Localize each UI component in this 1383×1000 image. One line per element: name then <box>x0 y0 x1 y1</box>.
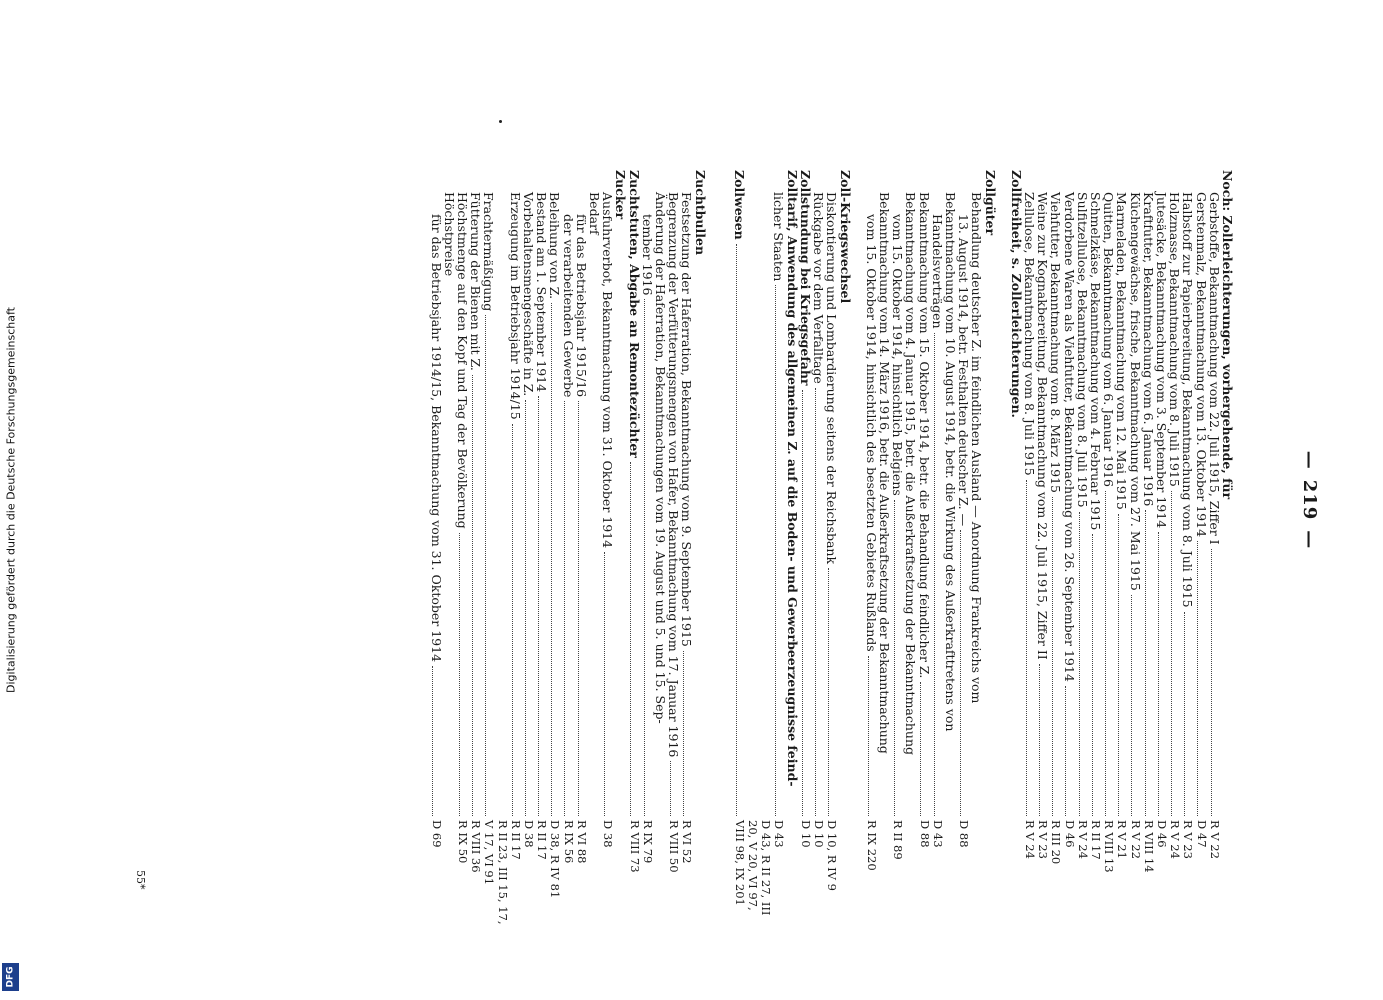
index-entry <box>1221 170 1234 930</box>
leader-dots <box>578 401 579 816</box>
leader-dots <box>644 299 645 816</box>
entry-reference: D 38, R IV 81 <box>548 820 563 899</box>
index-entry <box>1076 170 1089 930</box>
leader-dots <box>868 656 869 816</box>
entry-text: tember 1916 <box>639 214 655 296</box>
index-entry <box>1036 170 1049 930</box>
entry-reference: R VIII 14 <box>1141 820 1156 873</box>
entry-reference: R VIII 50 <box>667 820 682 873</box>
entry-reference: R VIII 73 <box>627 820 642 873</box>
leader-dots <box>485 315 486 816</box>
index-entry <box>1181 170 1194 930</box>
entry-text: Zucker <box>613 170 629 220</box>
entry-text: Diskontierung und Lombardierung seitens der Reichsbank <box>824 192 840 565</box>
signature-mark: 55* <box>134 870 147 890</box>
leader-dots <box>1118 514 1119 816</box>
entry-reference: R VIII 36 <box>469 820 484 873</box>
entry-reference: R II 17 <box>508 820 523 860</box>
index-entry <box>1023 170 1036 930</box>
entry-text: Verdorbene Waren als Viehfutter, Bekanntmachung vom 26. September 1914 <box>1061 192 1077 682</box>
entry-reference: R V 24 <box>1022 820 1037 859</box>
index-entry <box>509 170 522 930</box>
index-entry <box>1089 170 1102 930</box>
index-entry <box>1062 170 1075 930</box>
entry-reference: R IX 56 <box>561 820 576 864</box>
entry-text: Zollfreiheit, s. Zollerleichterungen. <box>1008 170 1024 418</box>
entry-text: Viehfutter, Bekanntmachung vom 8. März 1915 <box>1048 192 1064 494</box>
entry-reference: R V 22 <box>1207 820 1222 859</box>
entry-text: Beleihung von Z. <box>547 192 563 300</box>
index-entry <box>548 170 561 930</box>
entry-reference: R IX 79 <box>640 820 655 864</box>
index-entry <box>878 170 891 930</box>
index-entry <box>1128 170 1141 930</box>
entry-reference: R V 24 <box>1075 820 1090 859</box>
entry-reference: R V 23 <box>1181 820 1196 859</box>
entry-text: Bekanntmachung vom 14. März 1916, betr. die Außerkraftsetzung der Bekanntmachung <box>876 192 892 754</box>
entry-reference: D 88 <box>957 820 972 848</box>
index-entry <box>1208 170 1221 930</box>
entry-text: Ausfuhrverbot, Bekanntmachung vom 31. Oktober 1914 <box>600 192 616 549</box>
entry-text: licher Staaten <box>771 192 787 282</box>
leader-dots <box>1039 664 1040 816</box>
index-entry <box>812 170 825 930</box>
page-number: —219— <box>1299 450 1320 550</box>
spacer <box>707 170 720 930</box>
entry-reference: D 38 <box>601 820 616 848</box>
entry-text: Weine zur Kognakbereitung, Bekanntmachung vom 22. Juli 1915, Ziffer II <box>1035 192 1051 660</box>
index-entry <box>535 170 548 930</box>
leader-dots <box>1079 512 1080 816</box>
leader-dots <box>670 761 671 816</box>
index-entry <box>891 170 904 930</box>
index-entry <box>693 170 706 930</box>
leader-dots <box>1105 491 1106 816</box>
entry-text: Handelsverträgen <box>929 214 945 329</box>
leader-dots <box>432 666 433 816</box>
entry-reference: R V 24 <box>1168 820 1183 859</box>
index-entry <box>904 170 917 930</box>
entry-text: Gerbstoffe, Bekanntmachung vom 22. Juli 1915, Ziffer I <box>1206 192 1222 545</box>
leader-dots <box>828 568 829 816</box>
entry-text: Begrenzung der Verfütterungsmengen von Hafer, Bekanntmachung vom 17. Januar 1916 <box>666 192 682 758</box>
index-entry <box>772 170 785 930</box>
index-entry <box>838 170 851 930</box>
index-entry <box>680 170 693 930</box>
index-entry <box>667 170 680 930</box>
leader-dots <box>894 500 895 816</box>
entry-text: Bestand am 1. September 1914 <box>534 192 550 393</box>
index-entry <box>614 170 627 930</box>
index-entry <box>575 170 588 930</box>
index-entry <box>931 170 944 930</box>
leader-dots <box>1158 532 1159 816</box>
entry-text: Zuchtbullen <box>692 170 708 256</box>
index-entry <box>1194 170 1207 930</box>
entry-text: Jutesäcke, Bekanntmachung vom 3. September 1914 <box>1153 192 1169 529</box>
entry-text: Sulfitzellulose, Bekanntmachung vom 8. Juli 1915 <box>1074 192 1090 508</box>
leader-dots <box>1197 541 1198 816</box>
entry-text: Schmelzkäse, Bekanntmachung vom 4. Februar 1915 <box>1087 192 1103 531</box>
index-entry <box>601 170 614 930</box>
scan-speck <box>499 120 502 123</box>
entry-text: Zellulose, Bekanntmachung vom 8. Juli 1915 <box>1021 192 1037 476</box>
entry-text: Behandlung deutscher Z. im feindlichen Ausland — Anordnung Frankreichs vom <box>969 192 985 704</box>
leader-dots <box>1211 549 1212 816</box>
entry-reference: R V 23 <box>1036 820 1051 859</box>
spacer <box>720 170 733 930</box>
leader-dots <box>683 651 684 816</box>
index-entry <box>1155 170 1168 930</box>
leader-dots <box>736 244 737 816</box>
entry-text: Zollgüter <box>982 170 998 236</box>
entry-text: 13. August 1914, betr. Festhalten deutscher Z. — <box>956 214 972 527</box>
leader-dots <box>512 424 513 816</box>
entry-text: Zuchtstuten, Abgabe an Remontezüchter <box>626 170 642 458</box>
leader-dots <box>802 390 803 816</box>
entry-text: Marmeladen, Bekanntmachung vom 12. Mai 1915 <box>1114 192 1130 510</box>
index-entry <box>1115 170 1128 930</box>
index-entry <box>1102 170 1115 930</box>
index-entry <box>627 170 640 930</box>
index-entry <box>825 170 838 930</box>
leader-dots <box>472 375 473 816</box>
index-entry <box>1168 170 1181 930</box>
index-entry <box>443 170 456 930</box>
entry-text: vom 15. Oktober 1914, hinsichtlich Belgiens <box>890 214 906 496</box>
leader-dots <box>525 400 526 816</box>
index-entry <box>799 170 812 930</box>
entry-reference: D 88 <box>917 820 932 848</box>
leader-dots <box>934 333 935 816</box>
dfg-logo: DFG <box>2 963 19 991</box>
entry-reference: R V 22 <box>1128 820 1143 859</box>
entry-text: Erzeugung im Betriebsjahr 1914/15 <box>507 192 523 420</box>
page-number-value: 219 <box>1299 479 1320 521</box>
entry-text: für das Betriebsjahr 1915/16 <box>573 214 589 398</box>
leader-dots <box>1171 491 1172 816</box>
entry-text: Kraftfutter, Bekanntmachung vom 6. Januar 1916 <box>1140 192 1156 507</box>
leader-dots <box>1026 480 1027 816</box>
entry-reference: D 10, R IV 9 <box>825 820 840 891</box>
entry-text: vom 15. Oktober 1914, hinsichtlich des besetzten Gebietes Rußlands <box>863 214 879 652</box>
spacer <box>997 170 1010 930</box>
leader-dots <box>564 401 565 816</box>
entry-text: Zoll-Kriegswechsel <box>837 170 853 304</box>
index-entry <box>654 170 667 930</box>
entry-reference: R II 89 <box>891 820 906 860</box>
entry-reference: D 43, R II 27, III 20, V 20, VI 97, VIII 98, IX 201 <box>732 820 774 916</box>
index-entry <box>469 170 482 930</box>
entry-text: Zollwesen <box>731 170 747 240</box>
entry-reference: D 10 <box>798 820 813 848</box>
index-entry <box>786 170 799 930</box>
entry-reference: D 46 <box>1154 820 1169 848</box>
entry-reference: R II 17 <box>535 820 550 860</box>
index-entry <box>944 170 957 930</box>
index-entry <box>456 170 469 930</box>
entry-text: Änderung der Haferration, Bekanntmachungen vom 19. August und 5. und 15. Sep- <box>653 192 669 724</box>
leader-dots <box>538 396 539 816</box>
entry-reference: D 10 <box>812 820 827 848</box>
entry-text: für das Betriebsjahr 1914/15, Bekanntmachung vom 31. Oktober 1914 <box>428 214 444 663</box>
leader-dots <box>1052 497 1053 816</box>
entry-reference: D 46 <box>1062 820 1077 848</box>
entry-text: Bekanntmachung vom 10. August 1914, betr. die Wirkung des Außerkrafttretens von <box>942 192 958 732</box>
entry-reference: R II 23, III 15, 17, V 17, VI 91 <box>482 820 510 925</box>
leader-dots <box>1092 534 1093 816</box>
entry-reference: R III 20 <box>1049 820 1064 865</box>
index-entry <box>482 170 508 930</box>
entry-text: Festsetzung der Haferration, Bekanntmachung vom 9. September 1915 <box>679 192 695 647</box>
entry-text: Höchstpreise <box>441 192 457 277</box>
entry-text: Gerstenmalz, Bekanntmachung vom 13. Oktober 1914 <box>1193 192 1209 538</box>
entry-reference: R IX 50 <box>456 820 471 864</box>
leader-dots <box>775 285 776 816</box>
index-entry <box>957 170 970 930</box>
entry-text: Halbstoff zur Papierbereitung, Bekanntmachung vom 8. Juli 1915 <box>1180 192 1196 608</box>
entry-reference: D 38 <box>522 820 537 848</box>
leader-dots <box>1131 595 1132 816</box>
leader-dots <box>1184 612 1185 816</box>
entry-text: Zollstundung bei Kriegsgefahr <box>797 170 813 386</box>
entry-text: Noch: Zollerleichterungen, vorhergehende, für <box>1220 170 1235 500</box>
entry-reference: D 43 <box>930 820 945 848</box>
index-entry <box>1049 170 1062 930</box>
entry-text: Bekanntmachung vom 4. Januar 1915, betr. die Außerkraftsetzung der Bekanntmachung <box>903 192 919 756</box>
entry-reference: D 43 <box>772 820 787 848</box>
spacer <box>852 170 865 930</box>
leader-dots <box>960 530 961 816</box>
entry-text: Bekanntmachung vom 15. Oktober 1914, betr. die Behandlung feindlicher Z. <box>916 192 932 679</box>
rotated-index-page <box>12 0 1372 1000</box>
entry-reference: R VI 88 <box>574 820 589 864</box>
entry-text: Quitten, Bekanntmachung vom 6. Januar 1916 <box>1101 192 1117 487</box>
leader-dots <box>551 303 552 816</box>
leader-dots <box>1065 686 1066 816</box>
leader-dots <box>630 462 631 816</box>
entry-reference: R VIII 13 <box>1102 820 1117 873</box>
entry-reference: R V 21 <box>1115 820 1130 859</box>
index-entry <box>522 170 535 930</box>
leader-dots <box>459 533 460 816</box>
index-entry <box>733 170 773 930</box>
entry-text: Zolltarif, Anwendung des allgemeinen Z. auf die Boden- und Gewerbeerzeugnisse feind- <box>784 170 800 787</box>
index-entry <box>588 170 601 930</box>
entry-text: Vorbehaltensmengeschäfte in Z. <box>521 192 537 397</box>
entry-reference: R II 17 <box>1088 820 1103 860</box>
entry-text: der verarbeitenden Gewerbe <box>560 214 576 398</box>
entry-text: Höchstmenge auf den Kopf und Tag der Bevölkerung <box>455 192 471 529</box>
index-entry <box>641 170 654 930</box>
leader-dots <box>1145 510 1146 816</box>
entry-reference: R VI 52 <box>680 820 695 864</box>
index-entry <box>970 170 983 930</box>
entry-text: Fütterung der Bienen mit Z. <box>468 192 484 371</box>
index-entry <box>865 170 878 930</box>
entry-reference: D 47 <box>1194 820 1209 848</box>
leader-dots <box>815 388 816 816</box>
entry-reference: R IX 220 <box>864 820 879 871</box>
index-entry <box>429 170 442 930</box>
index-entry <box>561 170 574 930</box>
funding-notice: Digitalisierung gefördert durch die Deutsche Forschungsgemeinschaft <box>4 307 18 693</box>
entry-text: Rückgabe vor dem Verfalltage <box>811 192 827 384</box>
leader-dots <box>604 552 605 816</box>
entry-text: Bedarf <box>587 192 603 235</box>
entry-reference: D 69 <box>429 820 444 848</box>
entry-text: Küchengewächse, frische, Bekanntmachung vom 27. Mai 1915 <box>1127 192 1143 591</box>
index-entries <box>429 170 1234 930</box>
leader-dots <box>920 682 921 816</box>
entry-text: Frachtermäßigung <box>481 192 497 312</box>
index-entry <box>917 170 930 930</box>
index-entry <box>983 170 996 930</box>
index-entry <box>1142 170 1155 930</box>
index-entry <box>1010 170 1023 930</box>
entry-text: Holzmasse, Bekanntmachung vom 8. Juli 1915 <box>1167 192 1183 487</box>
